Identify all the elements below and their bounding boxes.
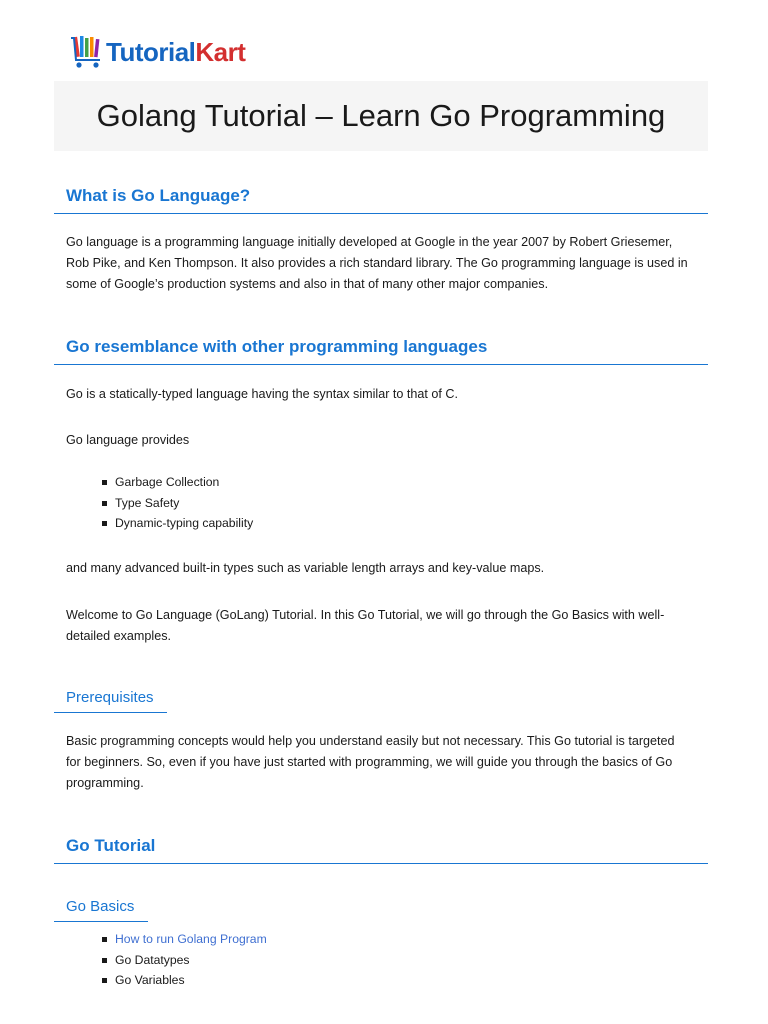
shopping-cart-books-icon xyxy=(70,34,104,70)
list-item-link[interactable] xyxy=(100,929,267,950)
paragraph-welcome xyxy=(66,605,706,647)
text-line: Basic programming concepts would help you understand easily but not necessary. This Go tutorial is targeted xyxy=(66,734,675,748)
text-line: Welcome to Go Language (GoLang) Tutorial. In this Go Tutorial, we will go through the Go Basics with well- xyxy=(66,608,665,622)
text-line: programming. xyxy=(66,776,144,790)
paragraph-built-in-types: and many advanced built-in types such as variable length arrays and key-value maps. xyxy=(66,561,545,575)
site-logo[interactable] xyxy=(70,32,245,72)
list-item: Go Variables xyxy=(100,970,267,991)
paragraph-what-is-go xyxy=(66,232,706,295)
go-basics-list xyxy=(100,929,267,991)
paragraph-go-provides: Go language provides xyxy=(66,433,190,447)
list-item: Garbage Collection xyxy=(100,472,253,493)
paragraph-prerequisites xyxy=(66,731,706,794)
heading-go-tutorial: Go Tutorial xyxy=(54,833,708,864)
text-line: for beginners. So, even if you have just started with programming, we will guide you through the basics of Go xyxy=(66,755,673,769)
text-line: some of Google’s production systems and also in that of many other major companies. xyxy=(66,277,549,291)
text-line: detailed examples. xyxy=(66,629,172,643)
list-item: Type Safety xyxy=(100,493,253,514)
heading-what-is-go: What is Go Language? xyxy=(54,183,708,214)
text-line: Go language is a programming language initially developed at Google in the year 2007 by Robert Griesemer, xyxy=(66,235,673,249)
heading-resemblance: Go resemblance with other programming languages xyxy=(54,334,708,365)
title-banner xyxy=(54,81,708,151)
heading-prerequisites: Prerequisites xyxy=(54,687,167,713)
list-item: Go Datatypes xyxy=(100,950,267,971)
paragraph-statically-typed: Go is a statically-typed language having the syntax similar to that of C. xyxy=(66,387,459,401)
text-line: Rob Pike, and Ken Thompson. It also provides a rich standard library. The Go programming language is used in xyxy=(66,256,688,270)
link-run-golang-program[interactable]: How to run Golang Program xyxy=(115,932,267,946)
heading-go-basics: Go Basics xyxy=(54,896,148,922)
list-item: Dynamic-typing capability xyxy=(100,513,253,534)
feature-list xyxy=(100,472,253,534)
logo-text: TutorialKart xyxy=(106,37,246,67)
page-title: Golang Tutorial – Learn Go Programming xyxy=(96,98,666,133)
